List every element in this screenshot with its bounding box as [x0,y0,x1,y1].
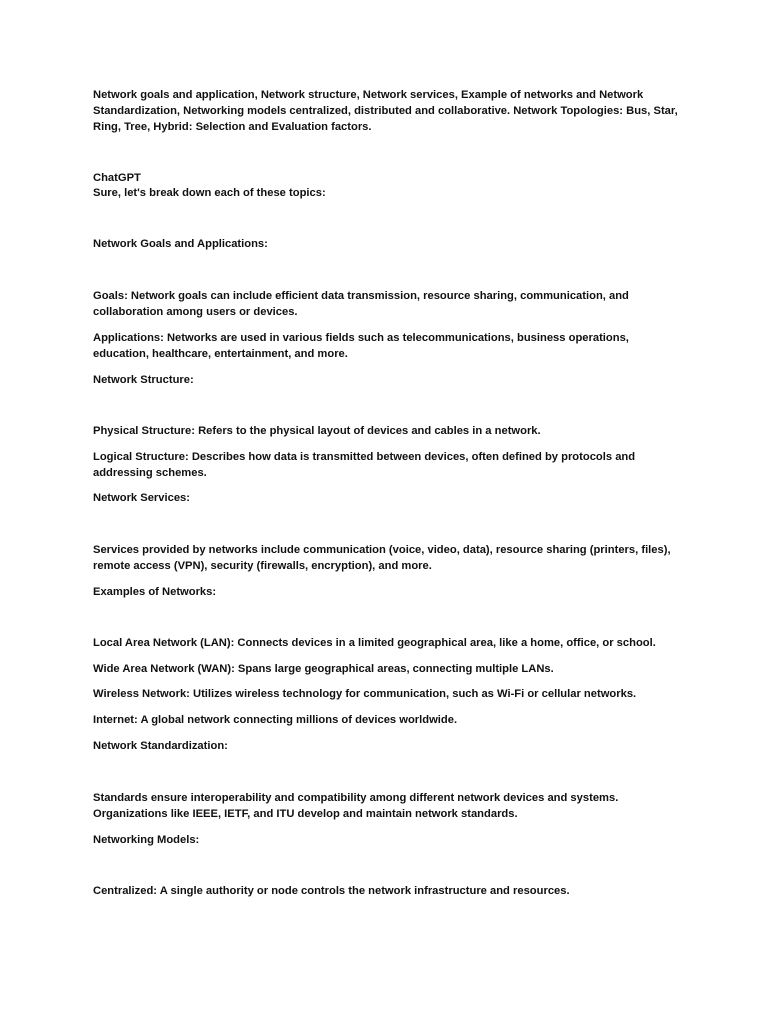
goals-heading: Network Goals and Applications: [93,238,268,250]
models-heading: Networking Models: [93,834,200,846]
physical-structure-paragraph: Physical Structure: Refers to the physical layout of devices and cables in a network. [93,425,541,437]
standardization-heading: Network Standardization: [93,740,228,752]
prompt-paragraph: Network goals and application, Network structure, Network services, Example of networks and Network Standardization, Networking models centralized, distributed and collaborative. Network Topologies: Bus, Star, Ring, Tree, Hybrid: Selection and Evaluation factors. [93,89,678,133]
wan-paragraph: Wide Area Network (WAN): Spans large geographical areas, connecting multiple LANs. [93,663,554,675]
goals-paragraph: Goals: Network goals can include efficient data transmission, resource sharing, communication, and collaboration among users or devices. [93,290,629,318]
applications-paragraph: Applications: Networks are used in various fields such as telecommunications, business operations, education, healthcare, entertainment, and more. [93,332,629,360]
examples-heading: Examples of Networks: [93,586,217,598]
structure-heading: Network Structure: [93,374,194,386]
services-heading: Network Services: [93,492,191,504]
centralized-paragraph: Centralized: A single authority or node controls the network infrastructure and resources. [93,885,570,897]
speaker-label: ChatGPT [93,172,141,184]
lan-paragraph: Local Area Network (LAN): Connects devices in a limited geographical area, like a home, office, or school. [93,637,656,649]
wireless-paragraph: Wireless Network: Utilizes wireless technology for communication, such as Wi-Fi or cellular networks. [93,688,637,700]
logical-structure-paragraph: Logical Structure: Describes how data is transmitted between devices, often defined by protocols and addressing schemes. [93,451,636,479]
intro-paragraph: Sure, let's break down each of these topics: [93,187,326,199]
services-paragraph: Services provided by networks include communication (voice, video, data), resource sharing (printers, files), remote access (VPN), security (firewalls, encryption), and more. [93,544,671,572]
standards-paragraph: Standards ensure interoperability and compatibility among different network devices and systems. Organizations like IEEE, IETF, and ITU develop and maintain network standards. [93,792,619,820]
internet-paragraph: Internet: A global network connecting millions of devices worldwide. [93,714,458,726]
